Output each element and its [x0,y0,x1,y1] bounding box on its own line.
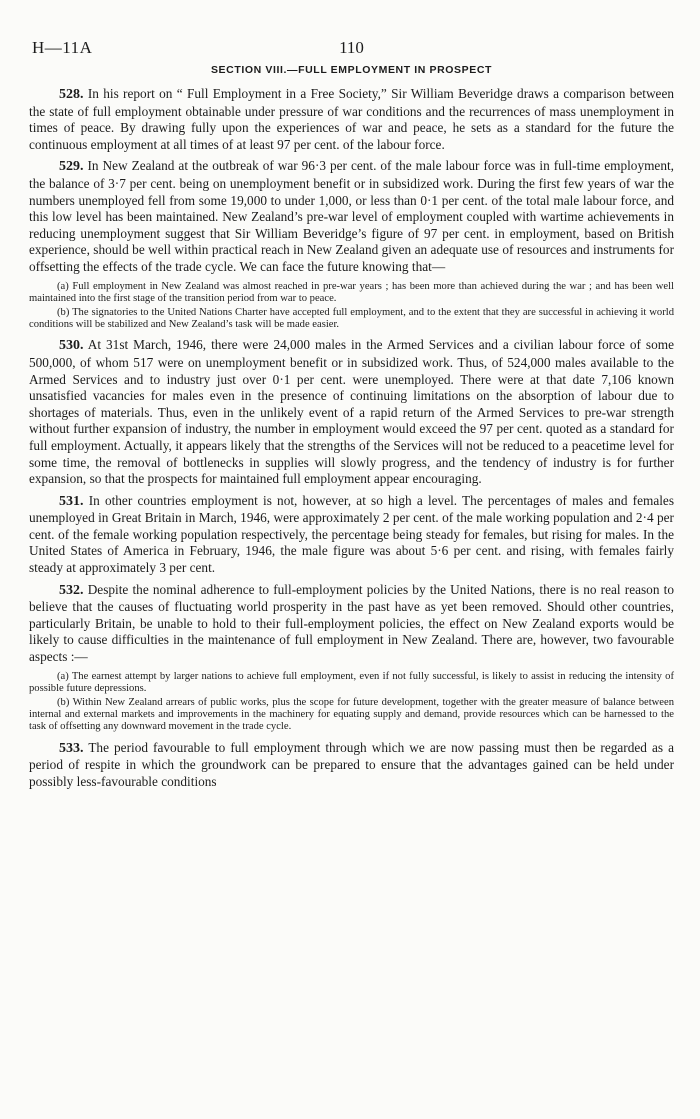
paragraph-530 [29,337,674,487]
paragraph-text: At 31st March, 1946, there were 24,000 males in the Armed Services and a civilian labour force of some 500,000, of whom 517 were on unemployment benefit or in subsidized work. Thus, of 524,000 males available to the Armed Services and to industry just over 0·1 per cent. were unemployed. There were at that date 7,106 known unsatisfied vacancies for males even in the presence of continuing limitations on the absorption of labour due to shortages of materials. Thus, even in the unlikely event of a rapid return of the Armed Services to pre-war strength without further expansion of industry, the number in employment would exceed the 97 per cent. quoted as a standard for full employment. Actually, it appears likely that the strengths of the Services will not be reduced to a peacetime level for some time, the removal of bottlenecks in supplies will slowly progress, and the tendency of industry is for further expansion, so that the prospects for maintained full employment appear encouraging. [29,337,674,487]
paragraph-text: Despite the nominal adherence to full-employment policies by the United Nations, there is no real reason to believe that the causes of fluctuating world prosperity in the past have as yet been removed. Should other countries, particularly Britain, be unable to hold to their full-employment policies, the effect on New Zealand exports would be likely to cause difficulties in the maintenance of full employment in New Zealand. There are, however, two favourable aspects :— [29,581,674,665]
subitem-532-a: (a) The earnest attempt by larger nations to achieve full employment, even if not fully successful, is likely to assist in reducing the intensity of possible future depressions. [29,670,674,694]
paragraph-533 [29,740,674,791]
paragraph-528 [29,86,674,153]
paragraph-number: 528. [59,87,84,102]
page-number: 110 [339,38,364,57]
paragraph-text: The period favourable to full employment through which we are now passing must then be regarded as a period of respite in which the groundwork can be prepared to ensure that the advantages gained can be held under possibly less-favourable conditions [29,739,674,789]
document-code: H—11A [32,38,93,57]
paragraph-532 [29,582,674,666]
paragraph-529 [29,158,674,275]
paragraph-number: 532. [59,582,84,598]
paragraph-number: 531. [59,493,84,509]
section-title: SECTION VIII.—FULL EMPLOYMENT IN PROSPECT [210,64,493,76]
paragraph-number: 529. [59,159,84,175]
paragraph-number: 530. [59,338,84,354]
subitem-529-a: (a) Full employment in New Zealand was almost reached in pre-war years ; has been more than achieved during the war ; and has been well maintained into the first stage of the transition period from war to peace. [29,280,674,304]
paragraph-text: In his report on “ Full Employment in a Free Society,” Sir William Beveridge draws a comparison between the state of full employment obtainable under pressure of war conditions and the recurrences of mass unemployment in times of peace. By drawing fully upon the experiences of war and peace, he sets as a standard for the future the continuous employment at all times of at least 97 per cent. of the labour force. [29,86,675,152]
subitem-529-b: (b) The signatories to the United Nations Charter have accepted full employment, and to the extent that they are successful in achieving it world conditions will be stabilized and New Zealand’s task will be made easier. [29,306,674,331]
page-header [29,38,674,64]
paragraph-text: In New Zealand at the outbreak of war 96·3 per cent. of the male labour force was in full-time employment, the balance of 3·7 per cent. being on unemployment benefit or in subsidized work. During the first few years of war the numbers unemployed fell from some 19,000 to under 1,000, or less than 0·1 per cent. of the total male labour force, and this low level has been maintained. New Zealand’s pre-war level of employment coupled with wartime achievements in reducing unemployment suggest that Sir William Beveridge’s figure of 97 per cent. in employment, based on British experience, should be well within practical reach in New Zealand given an adequate use of resources and instruments for offsetting the effects of the trade cycle. We can face the future knowing that— [29,158,674,274]
paragraph-number: 533. [59,740,84,756]
paragraph-531 [29,493,674,577]
subitem-532-b: (b) Within New Zealand arrears of public works, plus the scope for future development, together with the greater measure of balance between internal and external markets and improvements in the machinery for equating supply and demand, provide resources which can be harnessed to the task of offsetting any downward movement in the trade cycle. [29,697,674,733]
paragraph-text: In other countries employment is not, however, at so high a level. The percentages of males and females unemployed in Great Britain in March, 1946, were approximately 2 per cent. of the male working population and 2·4 per cent. of the female working population respectively, the percentage being steady for females, but rising for males. In the United States of America in February, 1946, the male figure was about 5·6 per cent. and rising, with females fairly steady at approximately 3 per cent. [29,492,674,576]
